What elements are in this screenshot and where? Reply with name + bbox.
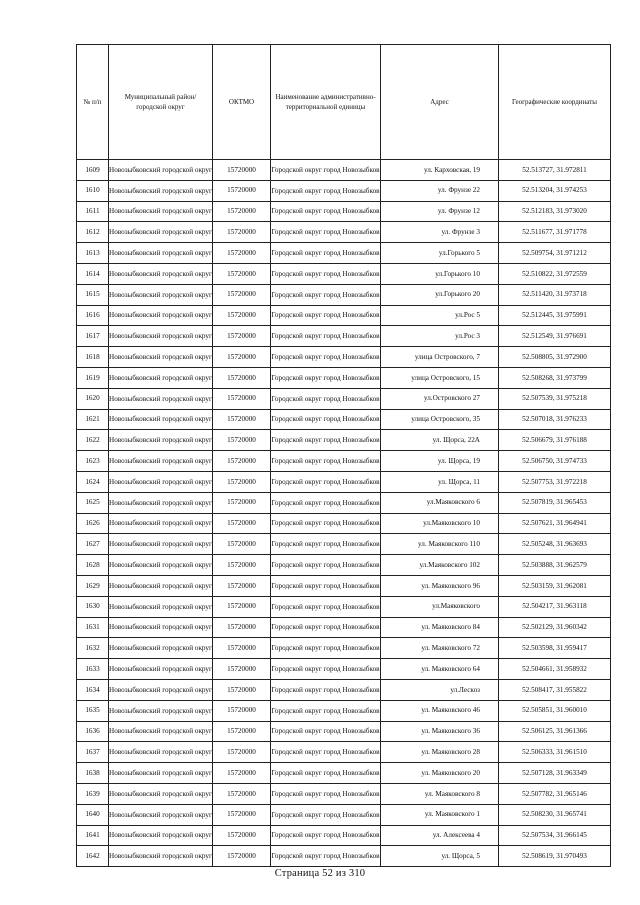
district-cell: Новозыбковский городской округ: [109, 367, 213, 388]
row-number: 1627: [77, 534, 109, 555]
header-address: Адрес: [381, 45, 499, 160]
oktmo-cell: 15720000: [213, 222, 271, 243]
district-cell: Новозыбковский городской округ: [109, 451, 213, 472]
district-cell: Новозыбковский городской округ: [109, 617, 213, 638]
unit-name-cell: Городской округ город Новозыбков: [271, 846, 381, 867]
oktmo-cell: 15720000: [213, 617, 271, 638]
district-cell: Новозыбковский городской округ: [109, 222, 213, 243]
address-cell: ул. Маяковского 28: [381, 742, 499, 763]
unit-name-cell: Городской округ город Новозыбков: [271, 596, 381, 617]
district-cell: Новозыбковский городской округ: [109, 180, 213, 201]
table-row: [77, 430, 611, 451]
header-district: Муниципальный район/городской округ: [109, 45, 213, 160]
coordinates-cell: 52.506750, 31.974733: [499, 451, 611, 472]
district-cell: Новозыбковский городской округ: [109, 846, 213, 867]
unit-name-cell: Городской округ город Новозыбков: [271, 263, 381, 284]
district-cell: Новозыбковский городской округ: [109, 160, 213, 181]
coordinates-cell: 52.507753, 31.972218: [499, 471, 611, 492]
oktmo-cell: 15720000: [213, 825, 271, 846]
oktmo-cell: 15720000: [213, 534, 271, 555]
district-cell: Новозыбковский городской округ: [109, 721, 213, 742]
unit-name-cell: Городской округ город Новозыбков: [271, 367, 381, 388]
oktmo-cell: 15720000: [213, 305, 271, 326]
unit-name-cell: Городской округ город Новозыбков: [271, 201, 381, 222]
coordinates-cell: 52.510822, 31.972559: [499, 263, 611, 284]
district-cell: Новозыбковский городской округ: [109, 804, 213, 825]
coordinates-cell: 52.503159, 31.962081: [499, 575, 611, 596]
coordinates-cell: 52.507782, 31.965146: [499, 783, 611, 804]
district-cell: Новозыбковский городской округ: [109, 492, 213, 513]
row-number: 1626: [77, 513, 109, 534]
unit-name-cell: Городской округ город Новозыбков: [271, 763, 381, 784]
oktmo-cell: 15720000: [213, 451, 271, 472]
district-cell: Новозыбковский городской округ: [109, 347, 213, 368]
address-cell: ул. Маяковского 8: [381, 783, 499, 804]
coordinates-cell: 52.512445, 31.975991: [499, 305, 611, 326]
address-cell: ул.Горького 5: [381, 243, 499, 264]
oktmo-cell: 15720000: [213, 555, 271, 576]
oktmo-cell: 15720000: [213, 492, 271, 513]
row-number: 1636: [77, 721, 109, 742]
coordinates-cell: 52.506125, 31.961366: [499, 721, 611, 742]
district-cell: Новозыбковский городской округ: [109, 783, 213, 804]
address-cell: ул. Фрунзе 22: [381, 180, 499, 201]
coordinates-cell: 52.504217, 31.963118: [499, 596, 611, 617]
district-cell: Новозыбковский городской округ: [109, 243, 213, 264]
unit-name-cell: Городской округ город Новозыбков: [271, 326, 381, 347]
table-row: [77, 596, 611, 617]
address-cell: ул. Щорса, 11: [381, 471, 499, 492]
coordinates-cell: 52.505851, 31.960010: [499, 700, 611, 721]
district-cell: Новозыбковский городской округ: [109, 284, 213, 305]
address-cell: ул. Маяковского 20: [381, 763, 499, 784]
unit-name-cell: Городской округ город Новозыбков: [271, 825, 381, 846]
address-cell: улица Островского, 35: [381, 409, 499, 430]
coordinates-cell: 52.507819, 31.965453: [499, 492, 611, 513]
table-row: [77, 721, 611, 742]
row-number: 1614: [77, 263, 109, 284]
coordinates-cell: 52.511677, 31.971778: [499, 222, 611, 243]
table-row: [77, 492, 611, 513]
unit-name-cell: Городской округ город Новозыбков: [271, 451, 381, 472]
district-cell: Новозыбковский городской округ: [109, 638, 213, 659]
row-number: 1629: [77, 575, 109, 596]
address-cell: ул. Маяковского 84: [381, 617, 499, 638]
table-row: [77, 451, 611, 472]
row-number: 1625: [77, 492, 109, 513]
unit-name-cell: Городской округ город Новозыбков: [271, 513, 381, 534]
coordinates-cell: 52.508805, 31.972900: [499, 347, 611, 368]
address-cell: ул. Щорса, 5: [381, 846, 499, 867]
row-number: 1635: [77, 700, 109, 721]
coordinates-cell: 52.507621, 31.964941: [499, 513, 611, 534]
district-cell: Новозыбковский городской округ: [109, 471, 213, 492]
coordinates-cell: 52.505248, 31.963693: [499, 534, 611, 555]
unit-name-cell: Городской округ город Новозыбков: [271, 721, 381, 742]
district-cell: Новозыбковский городской округ: [109, 388, 213, 409]
coordinates-cell: 52.504661, 31.958932: [499, 659, 611, 680]
district-cell: Новозыбковский городской округ: [109, 825, 213, 846]
row-number: 1633: [77, 659, 109, 680]
coordinates-cell: 52.507018, 31.976233: [499, 409, 611, 430]
oktmo-cell: 15720000: [213, 263, 271, 284]
table-row: [77, 617, 611, 638]
unit-name-cell: Городской округ город Новозыбков: [271, 430, 381, 451]
unit-name-cell: Городской округ город Новозыбков: [271, 347, 381, 368]
address-cell: ул. Карховская, 19: [381, 160, 499, 181]
district-cell: Новозыбковский городской округ: [109, 659, 213, 680]
oktmo-cell: 15720000: [213, 575, 271, 596]
coordinates-cell: 52.507539, 31.975218: [499, 388, 611, 409]
coordinates-cell: 52.508268, 31.973799: [499, 367, 611, 388]
oktmo-cell: 15720000: [213, 430, 271, 451]
row-number: 1638: [77, 763, 109, 784]
table-row: [77, 679, 611, 700]
table-row: [77, 222, 611, 243]
coordinates-cell: 52.508230, 31.965741: [499, 804, 611, 825]
address-cell: улица Островского, 7: [381, 347, 499, 368]
row-number: 1632: [77, 638, 109, 659]
coordinates-cell: 52.506679, 31.976188: [499, 430, 611, 451]
row-number: 1639: [77, 783, 109, 804]
coordinates-cell: 52.508619, 31.970493: [499, 846, 611, 867]
unit-name-cell: Городской округ город Новозыбков: [271, 471, 381, 492]
address-cell: ул. Фрунзе 3: [381, 222, 499, 243]
table-row: [77, 201, 611, 222]
address-cell: ул.Рос 3: [381, 326, 499, 347]
unit-name-cell: Городской округ город Новозыбков: [271, 305, 381, 326]
row-number: 1640: [77, 804, 109, 825]
oktmo-cell: 15720000: [213, 367, 271, 388]
oktmo-cell: 15720000: [213, 388, 271, 409]
address-cell: ул. Алексеева 4: [381, 825, 499, 846]
district-cell: Новозыбковский городской округ: [109, 263, 213, 284]
address-cell: ул.Маяковского 102: [381, 555, 499, 576]
district-cell: Новозыбковский городской округ: [109, 763, 213, 784]
coordinates-cell: 52.507534, 31.966145: [499, 825, 611, 846]
oktmo-cell: 15720000: [213, 804, 271, 825]
row-number: 1637: [77, 742, 109, 763]
document-page: [76, 44, 610, 867]
oktmo-cell: 15720000: [213, 700, 271, 721]
district-cell: Новозыбковский городской округ: [109, 430, 213, 451]
district-cell: Новозыбковский городской округ: [109, 596, 213, 617]
unit-name-cell: Городской округ город Новозыбков: [271, 409, 381, 430]
oktmo-cell: 15720000: [213, 243, 271, 264]
coordinates-cell: 52.507128, 31.963349: [499, 763, 611, 784]
address-cell: ул. Маяковского 1: [381, 804, 499, 825]
header-oktmo: ОКТМО: [213, 45, 271, 160]
table-row: [77, 284, 611, 305]
oktmo-cell: 15720000: [213, 201, 271, 222]
address-cell: ул.Рос 5: [381, 305, 499, 326]
unit-name-cell: Городской округ город Новозыбков: [271, 638, 381, 659]
unit-name-cell: Городской округ город Новозыбков: [271, 679, 381, 700]
row-number: 1641: [77, 825, 109, 846]
table-row: [77, 326, 611, 347]
address-cell: ул. Маяковского 64: [381, 659, 499, 680]
unit-name-cell: Городской округ город Новозыбков: [271, 555, 381, 576]
row-number: 1613: [77, 243, 109, 264]
unit-name-cell: Городской округ город Новозыбков: [271, 783, 381, 804]
row-number: 1642: [77, 846, 109, 867]
address-cell: ул.Горького 10: [381, 263, 499, 284]
oktmo-cell: 15720000: [213, 471, 271, 492]
table-row: [77, 659, 611, 680]
table-row: [77, 409, 611, 430]
oktmo-cell: 15720000: [213, 721, 271, 742]
row-number: 1610: [77, 180, 109, 201]
header-number: № п/п: [77, 45, 109, 160]
unit-name-cell: Городской округ город Новозыбков: [271, 492, 381, 513]
oktmo-cell: 15720000: [213, 659, 271, 680]
district-cell: Новозыбковский городской округ: [109, 534, 213, 555]
row-number: 1620: [77, 388, 109, 409]
unit-name-cell: Городской округ город Новозыбков: [271, 388, 381, 409]
table-row: [77, 367, 611, 388]
unit-name-cell: Городской округ город Новозыбков: [271, 742, 381, 763]
header-unit-name: Наименование административно-территориальной единицы: [271, 45, 381, 160]
oktmo-cell: 15720000: [213, 347, 271, 368]
oktmo-cell: 15720000: [213, 326, 271, 347]
oktmo-cell: 15720000: [213, 409, 271, 430]
oktmo-cell: 15720000: [213, 742, 271, 763]
oktmo-cell: 15720000: [213, 679, 271, 700]
unit-name-cell: Городской округ город Новозыбков: [271, 804, 381, 825]
row-number: 1623: [77, 451, 109, 472]
table-row: [77, 804, 611, 825]
table-row: [77, 763, 611, 784]
unit-name-cell: Городской округ город Новозыбков: [271, 222, 381, 243]
unit-name-cell: Городской округ город Новозыбков: [271, 659, 381, 680]
row-number: 1621: [77, 409, 109, 430]
oktmo-cell: 15720000: [213, 846, 271, 867]
row-number: 1611: [77, 201, 109, 222]
table-row: [77, 700, 611, 721]
district-cell: Новозыбковский городской округ: [109, 201, 213, 222]
unit-name-cell: Городской округ город Новозыбков: [271, 534, 381, 555]
coordinates-cell: 52.512183, 31.973020: [499, 201, 611, 222]
district-cell: Новозыбковский городской округ: [109, 679, 213, 700]
page-number: Страница 52 из 310: [274, 868, 366, 879]
row-number: 1624: [77, 471, 109, 492]
table-row: [77, 742, 611, 763]
table-row: [77, 160, 611, 181]
district-cell: Новозыбковский городской округ: [109, 555, 213, 576]
address-cell: ул. Щорса, 19: [381, 451, 499, 472]
coordinates-cell: 52.503598, 31.959417: [499, 638, 611, 659]
unit-name-cell: Городской округ город Новозыбков: [271, 284, 381, 305]
unit-name-cell: Городской округ город Новозыбков: [271, 575, 381, 596]
district-cell: Новозыбковский городской округ: [109, 513, 213, 534]
row-number: 1619: [77, 367, 109, 388]
row-number: 1609: [77, 160, 109, 181]
row-number: 1618: [77, 347, 109, 368]
address-cell: ул.Горького 20: [381, 284, 499, 305]
coordinates-cell: 52.509754, 31.971212: [499, 243, 611, 264]
address-cell: ул.Островского 27: [381, 388, 499, 409]
table-row: [77, 263, 611, 284]
row-number: 1612: [77, 222, 109, 243]
address-cell: улица Островского, 15: [381, 367, 499, 388]
address-table: [76, 44, 611, 867]
table-row: [77, 471, 611, 492]
unit-name-cell: Городской округ город Новозыбков: [271, 180, 381, 201]
table-row: [77, 638, 611, 659]
address-cell: ул. Маяковского 72: [381, 638, 499, 659]
oktmo-cell: 15720000: [213, 513, 271, 534]
address-cell: ул.Лескоз: [381, 679, 499, 700]
table-row: [77, 243, 611, 264]
row-number: 1628: [77, 555, 109, 576]
address-cell: ул.Маяковского 6: [381, 492, 499, 513]
district-cell: Новозыбковский городской округ: [109, 409, 213, 430]
table-row: [77, 180, 611, 201]
coordinates-cell: 52.503888, 31.962579: [499, 555, 611, 576]
district-cell: Новозыбковский городской округ: [109, 575, 213, 596]
oktmo-cell: 15720000: [213, 284, 271, 305]
table-row: [77, 513, 611, 534]
row-number: 1615: [77, 284, 109, 305]
oktmo-cell: 15720000: [213, 596, 271, 617]
row-number: 1634: [77, 679, 109, 700]
unit-name-cell: Городской округ город Новозыбков: [271, 243, 381, 264]
coordinates-cell: 52.506333, 31.961510: [499, 742, 611, 763]
address-cell: ул. Маяковского 46: [381, 700, 499, 721]
coordinates-cell: 52.502129, 31.960342: [499, 617, 611, 638]
table-row: [77, 783, 611, 804]
district-cell: Новозыбковский городской округ: [109, 305, 213, 326]
address-cell: ул. Маяковского 110: [381, 534, 499, 555]
table-row: [77, 347, 611, 368]
oktmo-cell: 15720000: [213, 638, 271, 659]
address-cell: ул. Щорса, 22А: [381, 430, 499, 451]
address-cell: ул. Маяковского 96: [381, 575, 499, 596]
table-row: [77, 575, 611, 596]
table-row: [77, 846, 611, 867]
table-header-row: [77, 45, 611, 160]
row-number: 1631: [77, 617, 109, 638]
row-number: 1617: [77, 326, 109, 347]
district-cell: Новозыбковский городской округ: [109, 700, 213, 721]
address-cell: ул. Маяковского 36: [381, 721, 499, 742]
table-row: [77, 305, 611, 326]
oktmo-cell: 15720000: [213, 783, 271, 804]
unit-name-cell: Городской округ город Новозыбков: [271, 160, 381, 181]
unit-name-cell: Городской округ город Новозыбков: [271, 617, 381, 638]
address-cell: ул. Фрунзе 12: [381, 201, 499, 222]
table-row: [77, 534, 611, 555]
row-number: 1616: [77, 305, 109, 326]
coordinates-cell: 52.513727, 31.972811: [499, 160, 611, 181]
address-cell: ул.Маяковского: [381, 596, 499, 617]
coordinates-cell: 52.511420, 31.973718: [499, 284, 611, 305]
row-number: 1630: [77, 596, 109, 617]
oktmo-cell: 15720000: [213, 180, 271, 201]
header-coordinates: Географические координаты: [499, 45, 611, 160]
district-cell: Новозыбковский городской округ: [109, 326, 213, 347]
coordinates-cell: 52.513204, 31.974253: [499, 180, 611, 201]
coordinates-cell: 52.508417, 31.955822: [499, 679, 611, 700]
oktmo-cell: 15720000: [213, 160, 271, 181]
coordinates-cell: 52.512549, 31.976691: [499, 326, 611, 347]
unit-name-cell: Городской округ город Новозыбков: [271, 700, 381, 721]
district-cell: Новозыбковский городской округ: [109, 742, 213, 763]
row-number: 1622: [77, 430, 109, 451]
table-row: [77, 388, 611, 409]
address-cell: ул.Маяковского 10: [381, 513, 499, 534]
table-row: [77, 825, 611, 846]
table-row: [77, 555, 611, 576]
oktmo-cell: 15720000: [213, 763, 271, 784]
